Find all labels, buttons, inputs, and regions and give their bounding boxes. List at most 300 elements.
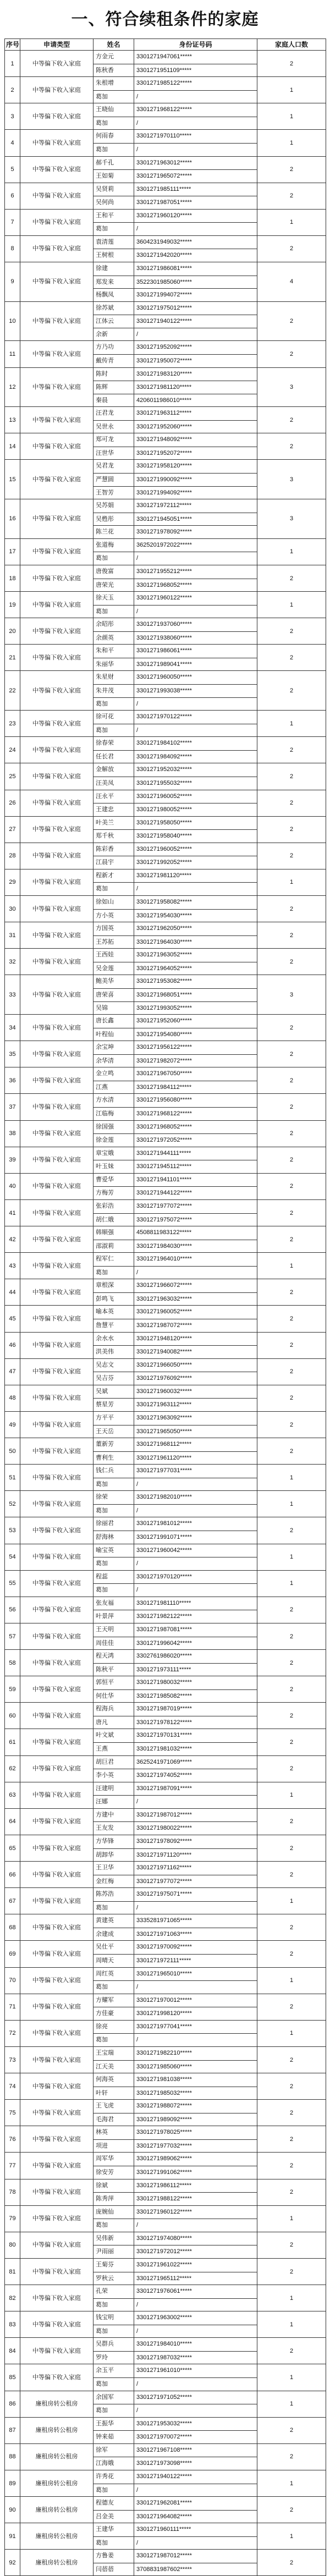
table-row	[5, 2232, 326, 2258]
row-number: 80	[5, 2232, 20, 2258]
member-name: 周佳佳	[94, 1637, 134, 1650]
row-number: 41	[5, 1199, 20, 1226]
member-name: 吴群兵	[96, 2341, 114, 2348]
member-id-number: 3301271962050*****	[136, 925, 192, 932]
member-id-number: 3301271968052*****	[136, 1123, 192, 1130]
household-size: 2	[257, 1199, 326, 1226]
member-names-cell	[94, 2338, 134, 2364]
member-ids-cell	[134, 1914, 257, 1941]
application-type: 廉租房转公租房	[20, 2443, 94, 2470]
member-id-number: 3301271953082*****	[136, 978, 192, 985]
member-name: 葛加	[94, 882, 134, 895]
household-size: 2	[257, 2073, 326, 2100]
application-type: 中等偏下收入家庭	[20, 1279, 94, 1306]
table-row	[5, 2126, 326, 2153]
member-name: 方平平	[96, 1414, 114, 1421]
table-row	[5, 262, 326, 302]
member-id-number: /	[134, 2219, 257, 2232]
household-size: 2	[257, 816, 326, 843]
household-size: 2	[257, 301, 326, 341]
member-name: 江体云	[94, 315, 134, 328]
member-ids-cell	[134, 1623, 257, 1649]
table-header-row	[5, 39, 326, 51]
application-type: 中等偏下收入家庭	[20, 2311, 94, 2338]
member-id-number: 3301271986061*****	[136, 647, 192, 654]
member-names-cell	[94, 1199, 134, 1226]
member-ids-cell	[134, 1041, 257, 1067]
member-names-cell	[94, 1862, 134, 1888]
member-name: 吴志文	[96, 1361, 114, 1368]
member-id-number: 3301271974080*****	[136, 2234, 192, 2242]
member-name: 胡巨君	[96, 1758, 114, 1765]
table-row	[5, 2258, 326, 2285]
table-row	[5, 1676, 326, 1703]
member-ids-cell	[134, 2205, 257, 2232]
row-number: 86	[5, 2391, 20, 2417]
row-number: 17	[5, 538, 20, 565]
member-id-number: 3301271977072*****	[136, 1202, 192, 1209]
member-name: 罗玲	[94, 2351, 134, 2364]
row-number: 53	[5, 1517, 20, 1544]
member-id-number: 3301271944111*****	[136, 1149, 191, 1157]
application-type: 中等偏下收入家庭	[20, 1782, 94, 1808]
household-size: 2	[257, 1067, 326, 1094]
row-number: 75	[5, 2100, 20, 2126]
member-name: 葛加	[94, 1557, 134, 1570]
household-size: 2	[257, 1306, 326, 1332]
household-size: 2	[257, 922, 326, 949]
member-id-number: 3301271982010*****	[136, 1494, 192, 1501]
household-size: 2	[257, 896, 326, 922]
application-type: 中等偏下收入家庭	[20, 538, 94, 565]
household-size: 2	[257, 1226, 326, 1253]
household-size: 2	[257, 1094, 326, 1120]
member-id-number: 3301271982210*****	[136, 2049, 192, 2056]
member-names-cell	[94, 538, 134, 565]
member-ids-cell	[134, 130, 257, 156]
table-row	[5, 1755, 326, 1782]
member-id-number: 3301271960122*****	[136, 2208, 192, 2215]
member-name: 余玉平	[96, 2367, 114, 2374]
member-ids-cell	[134, 975, 257, 1015]
member-id-number: 3301271987012*****	[136, 1811, 192, 1818]
member-name: 程军仁	[96, 1256, 114, 1263]
household-size: 1	[257, 2523, 326, 2550]
household-size: 2	[257, 1862, 326, 1888]
member-name: 葛加	[94, 2404, 134, 2417]
member-id-number: 3301271977032*****	[134, 2139, 257, 2153]
application-type: 中等偏下收入家庭	[20, 1173, 94, 1199]
member-name: 郑千秋	[94, 829, 134, 843]
member-name: 曹利生	[94, 1451, 134, 1465]
member-name: 徐军	[96, 2446, 108, 2453]
household-size: 1	[257, 711, 326, 737]
row-number: 32	[5, 949, 20, 975]
household-size: 2	[257, 1835, 326, 1861]
table-row	[5, 2443, 326, 2470]
household-size: 2	[257, 2100, 326, 2126]
member-names-cell	[94, 1676, 134, 1703]
member-name: 张友福	[96, 1599, 114, 1606]
member-id-number: 3301271993038*****	[134, 684, 257, 697]
member-names-cell	[94, 1067, 134, 1094]
application-type: 中等偏下收入家庭	[20, 843, 94, 869]
member-ids-cell	[134, 538, 257, 565]
household-size: 2	[257, 671, 326, 711]
table-row	[5, 922, 326, 949]
household-size: 2	[257, 2550, 326, 2576]
member-names-cell	[94, 949, 134, 975]
household-size: 2	[257, 1808, 326, 1835]
member-name: 孔荣	[96, 2288, 108, 2295]
member-name: 王飞虎	[96, 2102, 114, 2110]
member-ids-cell	[134, 1676, 257, 1703]
member-names-cell	[94, 1967, 134, 1994]
member-id-number: 3301271963002*****	[136, 2314, 192, 2321]
table-row	[5, 645, 326, 671]
member-name: 徐丽君	[96, 1520, 114, 1527]
application-type: 中等偏下收入家庭	[20, 2046, 94, 2073]
member-id-number: 3301271984010*****	[136, 2341, 192, 2348]
member-id-number: 3301271985111*****	[136, 185, 191, 192]
member-id-number: 3301271958082*****	[136, 899, 192, 905]
member-id-number: 3301271952072*****	[134, 447, 257, 460]
member-id-number: 3301271958120*****	[136, 463, 192, 470]
table-row	[5, 1808, 326, 1835]
household-size: 1	[257, 2391, 326, 2417]
member-id-number: 3301271958040*****	[134, 829, 257, 843]
member-names-cell	[94, 103, 134, 130]
member-name: 吴贤莉	[96, 185, 114, 192]
member-id-number: /	[134, 2377, 257, 2391]
application-type: 中等偏下收入家庭	[20, 1703, 94, 1729]
member-ids-cell	[134, 2470, 257, 2496]
member-name: 吴世永	[94, 420, 134, 433]
member-name: 程天鸿	[96, 1653, 114, 1660]
member-id-number: 3301271965112*****	[134, 2272, 257, 2285]
member-ids-cell	[134, 2311, 257, 2338]
member-ids-cell	[134, 896, 257, 922]
table-row	[5, 763, 326, 790]
member-names-cell	[94, 2020, 134, 2046]
member-name: 余宝坤	[96, 1044, 114, 1051]
household-size: 1	[257, 130, 326, 156]
member-name: 徐金莲	[94, 1133, 134, 1147]
application-type: 中等偏下收入家庭	[20, 407, 94, 433]
member-name: 何海英	[96, 2076, 114, 2083]
member-name: 程德友	[96, 2500, 114, 2507]
member-name: 吴斌	[96, 1388, 108, 1395]
member-id-number: 3301271971052*****	[136, 2393, 192, 2401]
row-number: 88	[5, 2443, 20, 2470]
member-name: 余昭彤	[96, 621, 114, 628]
household-size: 2	[257, 2443, 326, 2470]
table-row	[5, 618, 326, 645]
table-row	[5, 2311, 326, 2338]
table-row	[5, 499, 326, 539]
member-id-number: 3301271977031*****	[136, 1467, 192, 1474]
member-name: 陈辉	[94, 381, 134, 394]
household-size: 3	[257, 367, 326, 407]
member-name: 方华锋	[96, 1837, 114, 1845]
member-id-number: 3301271963032*****	[134, 1292, 257, 1306]
member-id-number: 3301271970122*****	[136, 713, 192, 720]
application-type: 中等偏下收入家庭	[20, 1332, 94, 1358]
household-size: 2	[257, 341, 326, 367]
member-names-cell	[94, 1517, 134, 1544]
table-row	[5, 1094, 326, 1120]
table-row	[5, 2073, 326, 2100]
household-size: 1	[257, 1967, 326, 1994]
member-ids-cell	[134, 1173, 257, 1199]
member-name: 王卫华	[96, 1864, 114, 1872]
application-type: 中等偏下收入家庭	[20, 209, 94, 235]
row-number: 60	[5, 1703, 20, 1729]
row-number: 11	[5, 341, 20, 367]
member-name: 郝千孔	[96, 159, 114, 166]
table-row	[5, 1544, 326, 1570]
member-names-cell	[94, 1994, 134, 2020]
header-cell-no: 序号	[5, 39, 20, 51]
member-names-cell	[94, 1438, 134, 1465]
member-names-cell	[94, 130, 134, 156]
household-size: 2	[257, 1703, 326, 1729]
member-name: 葛加	[94, 1478, 134, 1491]
member-id-number: 3301271964082*****	[134, 2510, 257, 2523]
application-type: 中等偏下收入家庭	[20, 1226, 94, 1253]
member-ids-cell	[134, 2258, 257, 2285]
row-number: 8	[5, 235, 20, 262]
member-id-number: 3301271961120*****	[134, 1451, 257, 1465]
member-name: 尹雨丽	[94, 2245, 134, 2258]
household-size: 2	[257, 2153, 326, 2179]
member-id-number: /	[134, 117, 257, 130]
table-row	[5, 367, 326, 407]
table-row	[5, 2285, 326, 2311]
table-row	[5, 235, 326, 262]
member-id-number: 3301271972112*****	[136, 502, 192, 509]
member-names-cell	[94, 2364, 134, 2391]
member-names-cell	[94, 2153, 134, 2179]
member-id-number: 3301271975071*****	[136, 1891, 192, 1898]
household-size: 2	[257, 2338, 326, 2364]
member-name: 曹爱华	[96, 1176, 114, 1183]
member-name: 徐可花	[96, 713, 114, 720]
member-ids-cell	[134, 1835, 257, 1861]
member-id-number: 3301271971120*****	[134, 1848, 257, 1862]
member-ids-cell	[134, 2338, 257, 2364]
row-number: 56	[5, 1597, 20, 1623]
member-ids-cell	[134, 367, 257, 407]
member-id-number: 3604231949032*****	[136, 238, 192, 245]
member-name: 方乃功	[96, 344, 114, 351]
member-id-number: 3301271954080*****	[134, 1028, 257, 1041]
application-type: 中等偏下收入家庭	[20, 1094, 94, 1120]
application-type: 中等偏下收入家庭	[20, 671, 94, 711]
member-id-number: 3301271955212*****	[136, 568, 192, 575]
application-type: 中等偏下收入家庭	[20, 1358, 94, 1385]
table-row	[5, 2153, 326, 2179]
household-size: 1	[257, 2364, 326, 2391]
member-id-number: 3301271985060*****	[134, 2060, 257, 2073]
member-name: 徐天玉	[96, 595, 114, 602]
member-id-number: 3301271940122*****	[134, 315, 257, 328]
row-number: 12	[5, 367, 20, 407]
row-number: 34	[5, 1015, 20, 1041]
household-size: 2	[257, 2497, 326, 2523]
table-row	[5, 843, 326, 869]
row-number: 46	[5, 1332, 20, 1358]
member-names-cell	[94, 1650, 134, 1676]
member-name: 汪君龙	[96, 410, 114, 417]
row-number: 21	[5, 645, 20, 671]
member-name: 方金元	[96, 53, 114, 60]
header-cell-type: 申请类型	[20, 39, 94, 51]
member-id-number: 3625241971069*****	[136, 1758, 192, 1765]
application-type: 中等偏下收入家庭	[20, 2338, 94, 2364]
member-ids-cell	[134, 1491, 257, 1517]
member-id-number: 3301271972111*****	[134, 1954, 257, 1967]
member-id-number: 3301271963052*****	[136, 951, 192, 959]
member-name: 王建忠	[94, 803, 134, 816]
member-name: 陈彩香	[96, 845, 114, 852]
member-names-cell	[94, 51, 134, 77]
member-ids-cell	[134, 1438, 257, 1465]
member-name: 徐苏斌	[96, 304, 114, 311]
member-name: 葛加	[94, 2033, 134, 2046]
member-name: 董新芳	[96, 1441, 114, 1448]
member-id-number: 3301271989041*****	[134, 658, 257, 671]
member-names-cell	[94, 2470, 134, 2496]
member-id-number: 3301271977072*****	[134, 1875, 257, 1888]
table-row	[5, 592, 326, 618]
application-type: 中等偏下收入家庭	[20, 1067, 94, 1094]
household-size: 1	[257, 2205, 326, 2232]
household-size: 2	[257, 1597, 326, 1623]
member-id-number: 3301271984112*****	[134, 1081, 257, 1094]
member-name: 江天美	[94, 2060, 134, 2073]
row-number: 37	[5, 1094, 20, 1120]
member-names-cell	[94, 1623, 134, 1649]
member-name: 葛加	[94, 143, 134, 156]
application-type: 中等偏下收入家庭	[20, 949, 94, 975]
member-ids-cell	[134, 1941, 257, 1967]
row-number: 26	[5, 790, 20, 816]
member-id-number: 3301271980022*****	[134, 1821, 257, 1835]
member-ids-cell	[134, 433, 257, 460]
household-size: 2	[257, 949, 326, 975]
member-ids-cell	[134, 1517, 257, 1544]
row-number: 10	[5, 301, 20, 341]
row-number: 71	[5, 1994, 20, 2020]
member-id-number: 3301271978092*****	[134, 525, 257, 538]
row-number: 4	[5, 130, 20, 156]
member-id-number: 3301271940082*****	[134, 1345, 257, 1358]
member-ids-cell	[134, 1385, 257, 1411]
household-size: 2	[257, 1994, 326, 2020]
member-id-number: 3301271987032*****	[134, 2351, 257, 2364]
member-id-number: 3301271948092*****	[136, 436, 192, 443]
table-row	[5, 2497, 326, 2523]
member-id-number: 3301271978092*****	[136, 1837, 192, 1845]
application-type: 中等偏下收入家庭	[20, 1253, 94, 1279]
member-id-number: 3301271982072*****	[134, 1054, 257, 1067]
household-size: 2	[257, 1173, 326, 1199]
row-number: 85	[5, 2364, 20, 2391]
member-names-cell	[94, 816, 134, 843]
member-ids-cell	[134, 1358, 257, 1385]
table-row	[5, 1967, 326, 1994]
member-name: 程海兵	[96, 1705, 114, 1713]
member-name: 王智芳	[94, 486, 134, 499]
row-number: 42	[5, 1226, 20, 1253]
row-number: 76	[5, 2126, 20, 2153]
household-size: 2	[257, 1650, 326, 1676]
member-names-cell	[94, 235, 134, 262]
member-id-number: 3301271988122*****	[134, 2192, 257, 2205]
member-names-cell	[94, 1597, 134, 1623]
member-id-number: 3301271954030*****	[134, 909, 257, 922]
member-ids-cell	[134, 618, 257, 645]
member-name: 江晨宇	[94, 856, 134, 869]
table-row	[5, 2338, 326, 2364]
member-id-number: 3301271984092*****	[134, 750, 257, 763]
member-ids-cell	[134, 2550, 257, 2576]
member-id-number: 3301271956122*****	[136, 1044, 192, 1051]
member-names-cell	[94, 156, 134, 183]
member-name: 葛加	[94, 605, 134, 618]
member-id-number: 3301271966050*****	[136, 1361, 192, 1368]
member-id-number: 3301271960050*****	[136, 674, 192, 681]
member-ids-cell	[134, 671, 257, 711]
household-size: 1	[257, 77, 326, 103]
table-row	[5, 1465, 326, 1491]
row-number: 36	[5, 1067, 20, 1094]
row-number: 72	[5, 2020, 20, 2046]
household-size: 3	[257, 975, 326, 1015]
member-names-cell	[94, 262, 134, 302]
table-row	[5, 460, 326, 499]
member-id-number: /	[134, 2404, 257, 2417]
member-names-cell	[94, 460, 134, 499]
member-names-cell	[94, 763, 134, 790]
household-size: 2	[257, 2179, 326, 2205]
member-names-cell	[94, 2550, 134, 2576]
member-name: 叶文斌	[96, 1732, 114, 1739]
member-ids-cell	[134, 2020, 257, 2046]
table-row	[5, 1411, 326, 1438]
member-names-cell	[94, 565, 134, 591]
application-type: 中等偏下收入家庭	[20, 737, 94, 763]
household-size: 2	[257, 1358, 326, 1385]
member-names-cell	[94, 2046, 134, 2073]
row-number: 55	[5, 1570, 20, 1597]
application-type: 中等偏下收入家庭	[20, 341, 94, 367]
member-name: 余颜英	[94, 631, 134, 645]
row-number: 47	[5, 1358, 20, 1385]
member-names-cell	[94, 1094, 134, 1120]
member-ids-cell	[134, 1332, 257, 1358]
table-row	[5, 1253, 326, 1279]
row-number: 78	[5, 2179, 20, 2205]
member-id-number: 3301271985122*****	[136, 80, 192, 87]
household-size: 1	[257, 1888, 326, 1914]
member-name: 任长君	[94, 750, 134, 763]
member-ids-cell	[134, 922, 257, 949]
member-names-cell	[94, 1411, 134, 1438]
table-row	[5, 1226, 326, 1253]
member-id-number: /	[134, 552, 257, 565]
